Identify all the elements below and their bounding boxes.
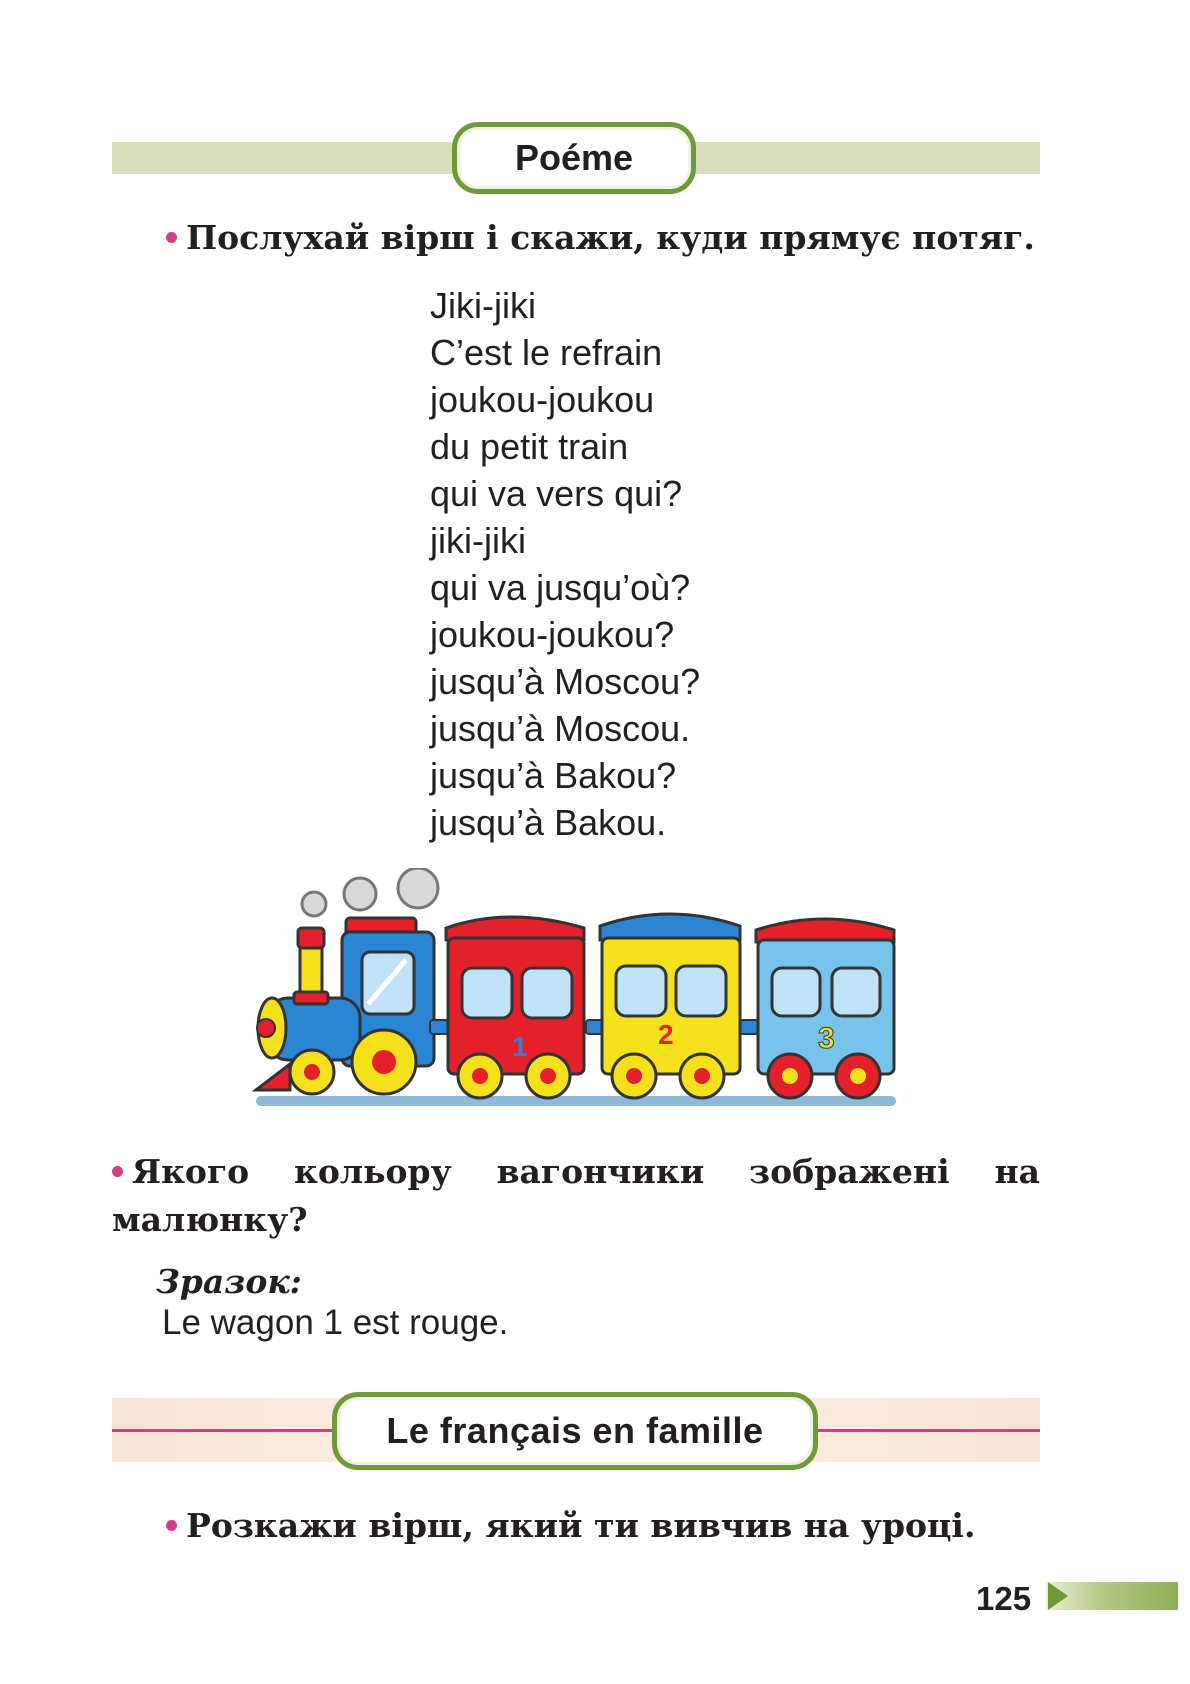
wagon-number: 3 <box>818 1022 835 1055</box>
instruction-recite-text: Розкажи вірш, який ти вивчив на уроці. <box>186 1506 976 1545</box>
poem-line: jusqu’à Moscou? <box>430 661 701 702</box>
poem-line: jusqu’à Bakou? <box>430 755 677 796</box>
poem-line: C’est le refrain <box>430 332 663 373</box>
poem-line: qui va jusqu’où? <box>430 567 691 608</box>
poem-line: du petit train <box>430 426 629 467</box>
wagon-1 <box>446 917 584 1098</box>
wagon-3 <box>756 919 894 1098</box>
section-title-famille: Le français en famille <box>332 1392 818 1470</box>
poem-line: joukou-joukou? <box>430 614 675 655</box>
bullet-icon <box>166 232 177 243</box>
bullet-icon <box>112 1166 123 1177</box>
bullet-icon <box>166 1520 177 1531</box>
arrow-right-icon <box>1048 1582 1068 1610</box>
question-wagon-colors-text: Якого кольору вагончики зображені на малюнку? <box>112 1152 1040 1239</box>
poem-line: joukou-joukou <box>430 379 655 420</box>
poem-line: jiki-jiki <box>430 520 526 561</box>
poem <box>430 282 700 846</box>
section-title-poeme: Poéme <box>452 122 696 194</box>
instruction-recite <box>166 1506 975 1545</box>
instruction-listen-text: Послухай вірш і скажи, куди прямує потяг. <box>186 218 1035 257</box>
poem-line: Jiki-jiki <box>430 285 536 326</box>
wagon-number: 2 <box>658 1019 674 1050</box>
poem-line: qui va vers qui? <box>430 473 683 514</box>
poem-line: jusqu’à Bakou. <box>430 802 667 843</box>
train-illustration <box>250 868 910 1120</box>
example-text: Le wagon 1 est rouge. <box>162 1303 509 1342</box>
instruction-listen <box>166 218 1035 257</box>
question-wagon-colors <box>112 1148 1040 1244</box>
example-label: Зразок: <box>156 1262 302 1301</box>
page-number: 125 <box>976 1580 1032 1617</box>
smoke-icon <box>302 868 438 916</box>
wagon-number: 1 <box>512 1031 528 1062</box>
rail <box>256 1096 896 1106</box>
poem-line: jusqu’à Moscou. <box>430 708 691 749</box>
wagon-2 <box>600 914 740 1098</box>
locomotive <box>256 918 434 1094</box>
